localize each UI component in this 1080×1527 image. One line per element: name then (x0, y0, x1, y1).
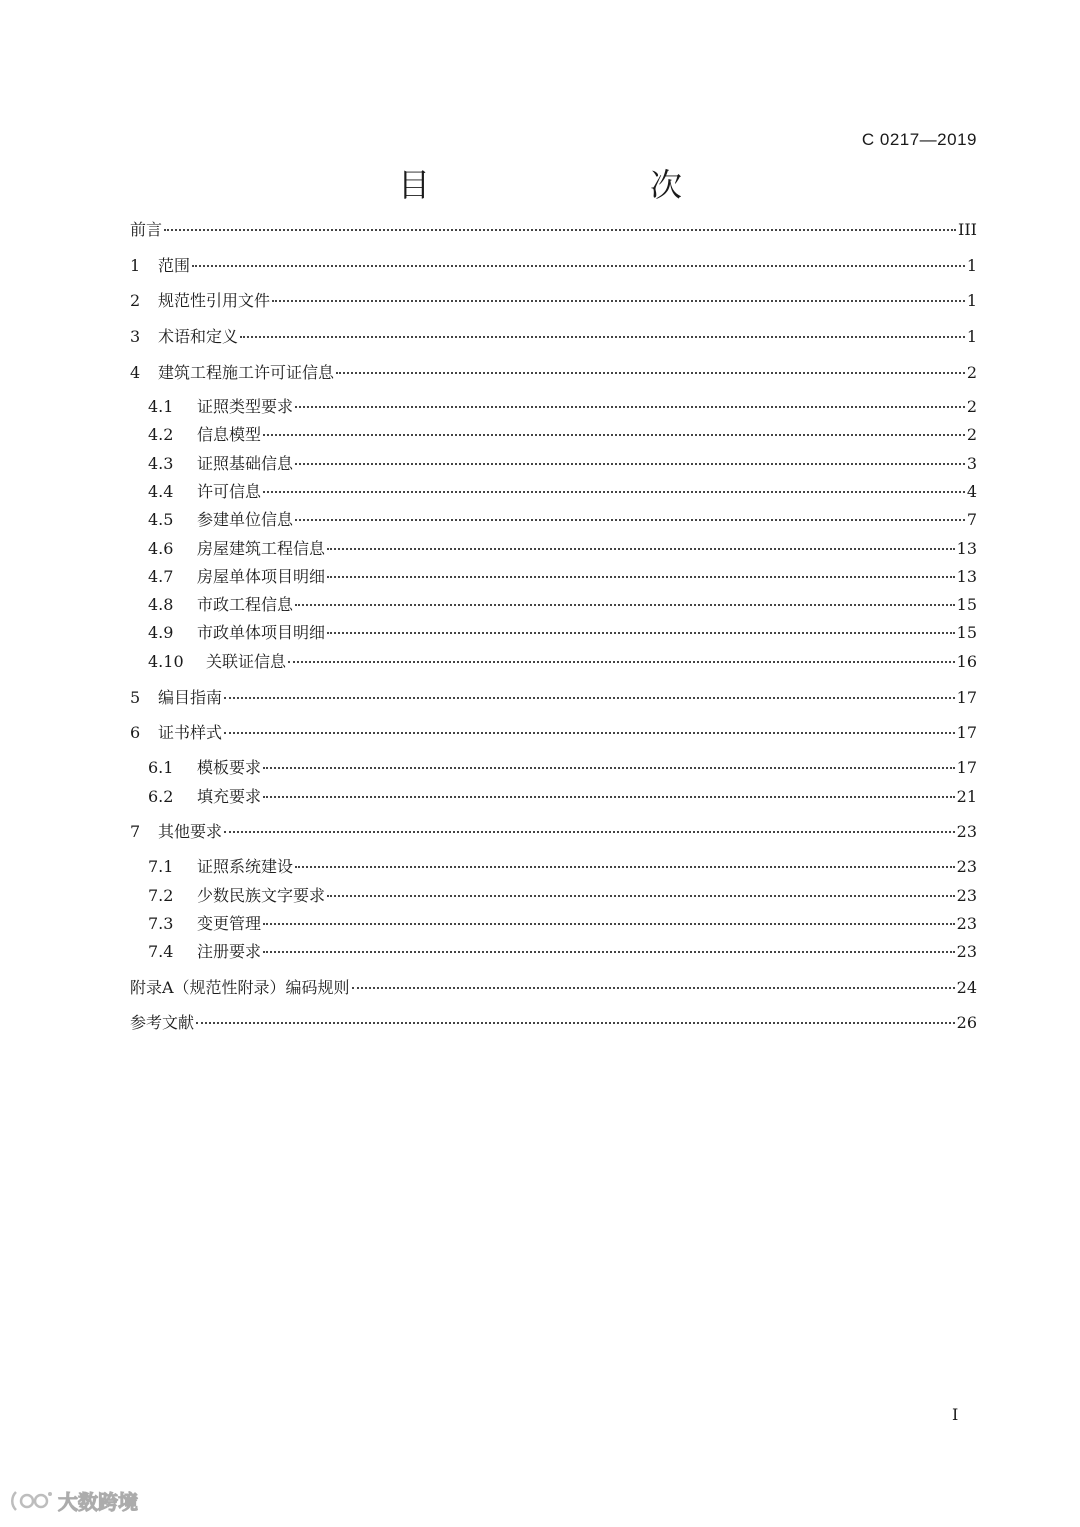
toc-entry-4-9[interactable] (148, 622, 977, 644)
toc-entry-page: 23 (956, 857, 977, 876)
toc-entry-page: 2 (966, 363, 977, 382)
toc-entry-page: 23 (956, 822, 977, 841)
toc-entry-text: 市政工程信息 (197, 595, 294, 614)
dot-leader (295, 865, 955, 868)
toc-entry-text: 前言 (130, 220, 163, 239)
toc-entry-number: 4.1 (148, 397, 174, 416)
toc-entry-number: 4.6 (148, 539, 174, 558)
toc-entry-number: 7.2 (148, 886, 174, 905)
dot-leader (327, 631, 955, 634)
dot-leader (263, 433, 965, 436)
toc-entry-page: 17 (956, 688, 977, 707)
toc-entry-page: 13 (956, 567, 977, 586)
toc-entry-page: 23 (956, 942, 977, 961)
dot-leader (263, 795, 955, 798)
toc-entry-page: III (958, 220, 977, 239)
toc-entry-4-8[interactable] (148, 594, 977, 616)
toc-entry-text: 许可信息 (197, 482, 262, 501)
toc-entry-text: 证照系统建设 (197, 857, 294, 876)
toc-entry-text: 变更管理 (197, 914, 262, 933)
dot-leader (224, 830, 955, 833)
watermark-text: 大数跨境 (58, 1490, 138, 1514)
toc-entry-page: 24 (956, 978, 977, 997)
toc-entry-7-1[interactable] (148, 856, 977, 878)
toc-entry-6-1[interactable] (148, 757, 977, 779)
dot-leader (336, 371, 965, 374)
toc-entry-number: 4.8 (148, 595, 174, 614)
toc-entry-page: 13 (956, 539, 977, 558)
dot-leader (263, 766, 955, 769)
toc-entry-number: 6 (130, 723, 141, 742)
toc-entry-number: 7.1 (148, 857, 174, 876)
toc-entry-number: 5 (130, 688, 141, 707)
dot-leader (327, 575, 955, 578)
toc-entry-text: 关联证信息 (206, 652, 287, 671)
toc-entry-page: 23 (956, 914, 977, 933)
toc-entry-page: 17 (956, 723, 977, 742)
toc-entry-text: 其他要求 (158, 822, 223, 841)
toc-entry-page: 23 (956, 886, 977, 905)
toc-entry-page: 17 (956, 758, 977, 777)
toc-entry-7[interactable] (130, 821, 977, 843)
toc-entry-number: 1 (130, 256, 141, 275)
toc-entry-text: 编目指南 (158, 688, 223, 707)
toc-entry-4-5[interactable] (148, 509, 977, 531)
toc-entry-number: 7.4 (148, 942, 174, 961)
toc-entry-page: 16 (956, 652, 977, 671)
toc-entry-number: 7.3 (148, 914, 174, 933)
toc-entry-4-1[interactable] (148, 396, 977, 418)
toc-entry-text: 规范性引用文件 (158, 291, 271, 310)
toc-entry-1[interactable] (130, 255, 977, 277)
toc-entry-6[interactable] (130, 722, 977, 744)
toc-entry-number: 4.7 (148, 567, 174, 586)
toc-entry-text: 参考文献 (130, 1013, 195, 1032)
toc-entry-number: 3 (130, 327, 141, 346)
toc-entry-text: 证照基础信息 (197, 454, 294, 473)
dot-leader (224, 696, 955, 699)
toc-entry-4-7[interactable] (148, 566, 977, 588)
toc-entry-text: 附录A（规范性附录）编码规则 (130, 978, 350, 997)
toc-entry-text: 参建单位信息 (197, 510, 294, 529)
document-code: C 0217—2019 (861, 130, 977, 149)
watermark-logo-icon (10, 1488, 54, 1514)
dot-leader (288, 660, 955, 663)
toc-entry-text: 证照类型要求 (197, 397, 294, 416)
toc-entry-text: 术语和定义 (158, 327, 239, 346)
dot-leader (263, 922, 955, 925)
toc-entry-3[interactable] (130, 326, 977, 348)
dot-leader (192, 264, 965, 267)
toc-entry-number: 6.1 (148, 758, 174, 777)
watermark (10, 1486, 138, 1515)
dot-leader (352, 986, 955, 989)
toc-entry-7-4[interactable] (148, 941, 977, 963)
toc-entry-page: 7 (966, 510, 977, 529)
toc-entry-page: 1 (966, 291, 977, 310)
toc-entry-text: 市政单体项目明细 (197, 623, 326, 642)
dot-leader (327, 894, 955, 897)
toc-entry-4-2[interactable] (148, 424, 977, 446)
toc-entry-6-2[interactable] (148, 786, 977, 808)
toc-entry-text: 填充要求 (197, 787, 262, 806)
toc-entry-7-3[interactable] (148, 913, 977, 935)
toc-entry-text: 注册要求 (197, 942, 262, 961)
dot-leader (196, 1021, 955, 1024)
toc-entry-number: 4.9 (148, 623, 174, 642)
toc-entry-number: 4.3 (148, 454, 174, 473)
toc-entry-page: 1 (966, 256, 977, 275)
dot-leader (263, 490, 965, 493)
toc-entry-4-6[interactable] (148, 538, 977, 560)
page-number: I (952, 1405, 959, 1424)
toc-entry-text: 证书样式 (158, 723, 223, 742)
dot-leader (295, 518, 965, 521)
toc-entry-page: 3 (966, 454, 977, 473)
dot-leader (295, 405, 965, 408)
dot-leader (224, 731, 955, 734)
toc-entry-text: 房屋建筑工程信息 (197, 539, 326, 558)
dot-leader (164, 228, 956, 231)
toc-entry-annex-a[interactable] (130, 977, 977, 999)
toc-entry-text: 信息模型 (197, 425, 262, 444)
toc-entry-5[interactable] (130, 687, 977, 709)
dot-leader (240, 335, 965, 338)
page-title: 目 次 (397, 166, 734, 204)
toc-entry-4-10[interactable] (148, 651, 977, 673)
toc-entry-number: 2 (130, 291, 141, 310)
toc-entry-foreword[interactable] (130, 219, 977, 241)
toc-entry-4-4[interactable] (148, 481, 977, 503)
toc-entry-number: 7 (130, 822, 141, 841)
toc-entry-text: 范围 (158, 256, 191, 275)
toc-entry-page: 2 (966, 425, 977, 444)
toc-entry-page: 1 (966, 327, 977, 346)
toc-entry-text: 建筑工程施工许可证信息 (158, 363, 335, 382)
toc-entry-page: 4 (966, 482, 977, 501)
toc-entry-references[interactable] (130, 1012, 977, 1034)
dot-leader (295, 603, 955, 606)
toc-entry-page: 26 (956, 1013, 977, 1032)
toc-entry-2[interactable] (130, 290, 977, 312)
toc-entry-page: 15 (956, 595, 977, 614)
toc-entry-4-3[interactable] (148, 453, 977, 475)
dot-leader (327, 547, 955, 550)
dot-leader (263, 950, 955, 953)
toc-entry-4[interactable] (130, 362, 977, 384)
toc-entry-text: 少数民族文字要求 (197, 886, 326, 905)
toc-entry-number: 4.10 (148, 652, 184, 671)
dot-leader (295, 462, 965, 465)
toc-entry-page: 21 (956, 787, 977, 806)
toc-entry-number: 4.2 (148, 425, 174, 444)
toc-entry-text: 模板要求 (197, 758, 262, 777)
dot-leader (272, 299, 965, 302)
toc-entry-page: 2 (966, 397, 977, 416)
toc-entry-7-2[interactable] (148, 885, 977, 907)
toc-entry-page: 15 (956, 623, 977, 642)
toc-entry-number: 4.4 (148, 482, 174, 501)
toc-entry-number: 4.5 (148, 510, 174, 529)
toc-entry-number: 4 (130, 363, 141, 382)
toc-entry-text: 房屋单体项目明细 (197, 567, 326, 586)
toc-entry-number: 6.2 (148, 787, 174, 806)
